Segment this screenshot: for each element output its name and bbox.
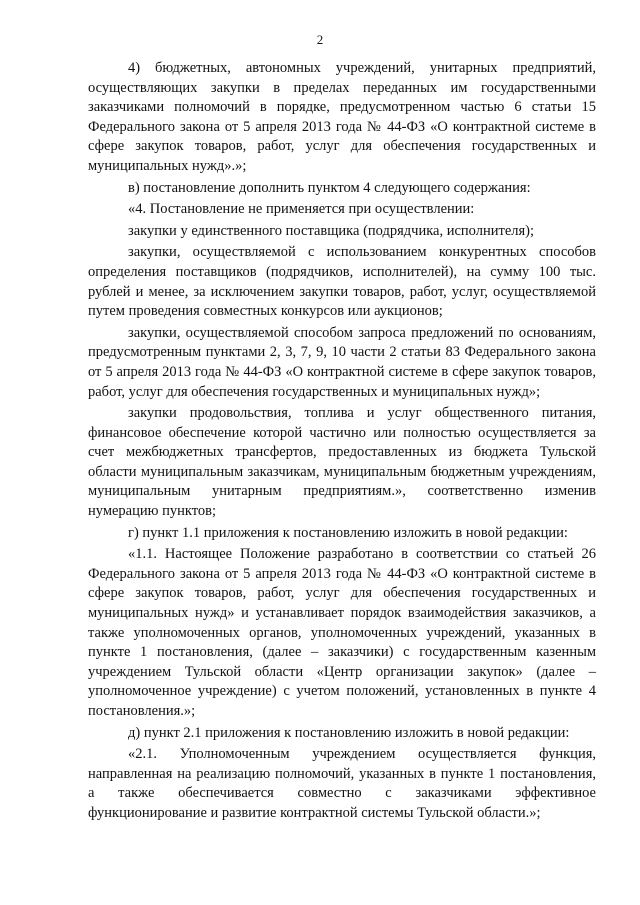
paragraph-amendment-v: в) постановление дополнить пунктом 4 следующего содержания: [128,179,531,196]
paragraph-section-1-1: «1.1. Настоящее Положение разработано в соответствии со статьей 26 Федерального закона от 5 апреля 2013 года № 44-ФЗ «О контрактной системе в сфере закупок товаров, работ, услуг для обеспечения государственных и муниципальных нужд» и устанавливает порядок взаимодействия заказчиков, а также уполномоченных органов, уполномоченных учреждений, указанных в пункте 1 постановления, (далее – заказчики) с государственным казенным учреждением Тульской области «Центр организации закупок» (далее – уполномоченное учреждение) с учетом положений, установленных в пункте 4 постановления.»; [88,546,596,719]
paragraph-amendment-d: д) пункт 2.1 приложения к постановлению изложить в новой редакции: [128,724,570,741]
paragraph-section-2-1: «2.1. Уполномоченным учреждением осуществляется функция, направленная на реализацию полномочий, указанных в пункте 1 постановления, а также обеспечивается совместно с заказчиками эффективное функционирование и развитие контрактной системы Тульской области.»; [88,746,596,821]
paragraph-point-4-intro: «4. Постановление не применяется при осуществлении: [128,201,475,218]
paragraph-single-supplier: закупки у единственного поставщика (подрядчика, исполнителя); [128,222,535,239]
page-number: 2 [316,32,324,47]
document-body [88,59,596,826]
paragraph-budget-institutions: 4) бюджетных, автономных учреждений, унитарных предприятий, осуществляющих закупки в пределах переданных им государственными заказчиками полномочий в порядке, предусмотренном частью 6 статьи 15 Федерального закона от 5 апреля 2013 года № 44-ФЗ «О контрактной системе в сфере закупок товаров, работ, услуг для обеспечения государственных и муниципальных нужд».»; [88,60,596,174]
paragraph-request-for-proposals: закупки, осуществляемой способом запроса предложений по основаниям, предусмотренным пунктами 2, 3, 7, 9, 10 части 2 статьи 83 Федерального закона от 5 апреля 2013 года № 44-ФЗ «О контрактной системе в сфере закупок товаров, работ, услуг для обеспечения государственных и муниципальных нужд»; [88,324,596,400]
paragraph-competitive-methods: закупки, осуществляемой с использованием конкурентных способов определения поставщиков (подрядчиков, исполнителей), на сумму 100 тыс. рублей и менее, за исключением закупки товаров, работ, услуг, осуществляемой путем проведения совместных конкурсов или аукционов; [88,244,596,320]
paragraph-food-fuel-purchases: закупки продовольствия, топлива и услуг общественного питания, финансовое обеспечение которой частично или полностью осуществляется за счет межбюджетных трансфертов, предоставленных из бюджета Тульской области муниципальным заказчикам, муниципальным бюджетным учреждениям, муниципальным унитарным предприятиям.», соответственно изменив нумерацию пунктов; [88,405,596,520]
paragraph-amendment-g: г) пункт 1.1 приложения к постановлению изложить в новой редакции: [128,524,568,541]
